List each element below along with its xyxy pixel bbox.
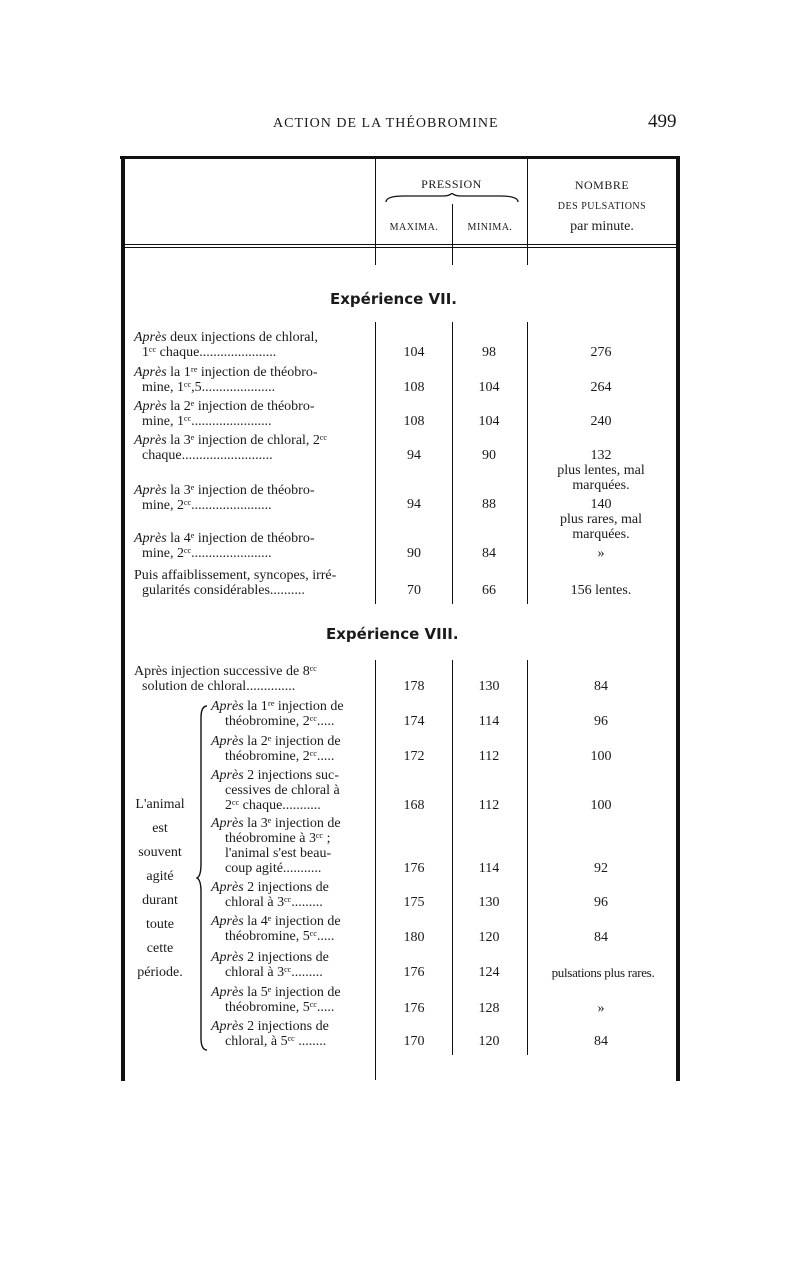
label-line: la 3ᵉ injection de chloral, 2ᶜᶜ bbox=[166, 433, 328, 448]
exp7-puls: 240 bbox=[590, 414, 612, 429]
apres-label: Après bbox=[211, 985, 244, 1000]
exp8-puls: 100 bbox=[590, 798, 612, 813]
apres-label: Après bbox=[211, 734, 244, 749]
label-line: la 4ᵉ injection de bbox=[243, 914, 341, 929]
label-line: la 3ᵉ injection de bbox=[243, 816, 341, 831]
exp8-min: 124 bbox=[478, 965, 500, 980]
exp7-max: 90 bbox=[407, 546, 421, 561]
exp7-puls: 156 lentes. bbox=[570, 583, 632, 598]
exp7-puls: 132 bbox=[590, 448, 612, 463]
exp7-max: 108 bbox=[403, 414, 425, 429]
apres-label: Après bbox=[211, 914, 244, 929]
exp8-first-label bbox=[134, 664, 374, 694]
label-line: la 1ʳᵉ injection de théobro- bbox=[166, 365, 318, 380]
exp8-row-label bbox=[211, 985, 374, 1015]
maxima-heading: MAXIMA. bbox=[389, 222, 439, 233]
side-note-line: souvent bbox=[138, 845, 182, 860]
apres-label: Après bbox=[134, 483, 167, 498]
exp8-min: 130 bbox=[478, 895, 500, 910]
apres-label: Après bbox=[134, 365, 167, 380]
label-line-2: chloral à 3ᶜᶜ......... bbox=[225, 965, 323, 980]
exp8-row-label bbox=[211, 950, 374, 980]
label-line: la 1ʳᵉ injection de bbox=[243, 699, 344, 714]
exp7-puls-note: plus rares, mal bbox=[559, 512, 643, 527]
curly-brace-icon bbox=[196, 704, 210, 1052]
exp8-row-label bbox=[211, 1019, 374, 1049]
label-line-2: théobromine, 2ᶜᶜ..... bbox=[225, 714, 335, 729]
exp7-max: 94 bbox=[407, 448, 421, 463]
col-rule-3-exp8 bbox=[527, 660, 528, 1055]
apres-label: Après bbox=[211, 699, 244, 714]
col-rule-2-exp8 bbox=[452, 660, 453, 1055]
exp8-puls: 84 bbox=[594, 930, 608, 945]
apres-label: Après bbox=[134, 433, 167, 448]
exp8-max: 176 bbox=[403, 1001, 425, 1016]
col-rule-1-header bbox=[375, 159, 376, 265]
exp7-puls-note: plus lentes, mal bbox=[557, 463, 645, 478]
exp8-row-label bbox=[211, 880, 374, 910]
label-line-2: mine, 1ᶜᶜ....................... bbox=[142, 414, 272, 429]
pression-brace-icon bbox=[384, 193, 520, 205]
exp7-min: 104 bbox=[478, 380, 500, 395]
exp7-row-label bbox=[134, 483, 374, 513]
exp7-min: 84 bbox=[482, 546, 496, 561]
col-rule-3-exp7 bbox=[527, 322, 528, 604]
apres-label: Après bbox=[211, 768, 244, 783]
exp7-puls: 276 bbox=[590, 345, 612, 360]
label-line-2: théobromine, 5ᶜᶜ..... bbox=[225, 1000, 335, 1015]
label-line-2: chloral, à 5ᶜᶜ ........ bbox=[225, 1034, 327, 1049]
exp8-min: 112 bbox=[478, 798, 500, 813]
exp8-row-label bbox=[211, 914, 374, 944]
label-line-2: solution de chloral.............. bbox=[142, 679, 296, 694]
apres-label: Après bbox=[211, 1019, 244, 1034]
label-line-2: mine, 2ᶜᶜ....................... bbox=[142, 498, 272, 513]
exp8-min: 128 bbox=[478, 1001, 500, 1016]
exp7-row-label bbox=[134, 433, 374, 463]
exp7-min: 104 bbox=[478, 414, 500, 429]
label-line: Puis affaiblissement, syncopes, irré- bbox=[134, 568, 337, 583]
label-line: deux injections de chloral, bbox=[166, 330, 318, 345]
exp7-max: 108 bbox=[403, 380, 425, 395]
label-line: 2 injections de bbox=[243, 880, 329, 895]
label-line-4: coup agité........... bbox=[225, 861, 322, 876]
exp7-min: 66 bbox=[482, 583, 496, 598]
label-line-2: théobromine, 5ᶜᶜ..... bbox=[225, 929, 335, 944]
header-bottom-rule bbox=[125, 244, 676, 245]
label-line: la 4ᵉ injection de théobro- bbox=[166, 531, 315, 546]
side-note-line: durant bbox=[142, 893, 178, 908]
exp8-row-label bbox=[211, 816, 374, 876]
label-line: 2 injections de bbox=[243, 1019, 329, 1034]
col-rule-1-exp7 bbox=[375, 322, 376, 604]
exp7-puls-note: marquées. bbox=[572, 527, 630, 542]
exp7-min: 90 bbox=[482, 448, 496, 463]
exp8-max: 170 bbox=[403, 1034, 425, 1049]
exp8-max: 176 bbox=[403, 965, 425, 980]
exp8-row-label bbox=[211, 699, 374, 729]
label-line-2: mine, 1ᶜᶜ,5..................... bbox=[142, 380, 276, 395]
side-note-line: cette bbox=[146, 941, 174, 956]
col-rule-2-header bbox=[452, 204, 453, 265]
col-rule-1-exp8 bbox=[375, 660, 376, 1080]
exp7-row-label bbox=[134, 531, 374, 561]
exp8-row-label bbox=[211, 734, 374, 764]
exp8-puls: 92 bbox=[594, 861, 608, 876]
label-line-2: 1ᶜᶜ chaque...................... bbox=[142, 345, 277, 360]
side-note-line: période. bbox=[137, 965, 183, 980]
page-number: 499 bbox=[648, 111, 677, 132]
pression-heading: PRESSION bbox=[421, 177, 482, 191]
exp7-max: 70 bbox=[407, 583, 421, 598]
exp7-max: 94 bbox=[407, 497, 421, 512]
label-line: la 3ᵉ injection de théobro- bbox=[166, 483, 315, 498]
label-line: 2 injections de bbox=[243, 950, 329, 965]
exp8-max: 178 bbox=[403, 679, 425, 694]
minima-heading: MINIMA. bbox=[467, 222, 513, 233]
exp8-min: 114 bbox=[478, 861, 500, 876]
experiment-8-title: Expérience VIII. bbox=[326, 625, 459, 643]
apres-label: Après bbox=[211, 950, 244, 965]
label-line-3: 2ᶜᶜ chaque........... bbox=[225, 798, 321, 813]
label-line-2: chaque.......................... bbox=[142, 448, 273, 463]
exp8-puls: » bbox=[597, 1001, 605, 1016]
label-line: la 2ᵉ injection de bbox=[243, 734, 341, 749]
label-line: la 2ᵉ injection de théobro- bbox=[166, 399, 315, 414]
exp8-puls: 84 bbox=[594, 679, 608, 694]
exp7-puls: » bbox=[597, 546, 605, 561]
label-line-2: théobromine à 3ᶜᶜ ; bbox=[225, 831, 331, 846]
exp8-min: 120 bbox=[478, 930, 500, 945]
label-line-2: chloral à 3ᶜᶜ......... bbox=[225, 895, 323, 910]
exp8-min: 114 bbox=[478, 714, 500, 729]
nombre-heading: NOMBRE bbox=[574, 178, 630, 192]
exp7-min: 88 bbox=[482, 497, 496, 512]
exp8-puls: 100 bbox=[590, 749, 612, 764]
side-note bbox=[120, 793, 200, 985]
apres-label: Après bbox=[134, 531, 167, 546]
col-rule-2-exp7 bbox=[452, 322, 453, 604]
exp7-max: 104 bbox=[403, 345, 425, 360]
exp7-row-label bbox=[134, 365, 374, 395]
label-line-3: l'animal s'est beau- bbox=[225, 846, 332, 861]
exp8-puls: pulsations plus rares. bbox=[551, 965, 655, 980]
apres-label: Après bbox=[134, 330, 167, 345]
des-pulsations-heading: DES PULSATIONS bbox=[557, 201, 647, 212]
exp8-max: 176 bbox=[403, 861, 425, 876]
exp8-max: 172 bbox=[403, 749, 425, 764]
label-line-2: théobromine, 2ᶜᶜ..... bbox=[225, 749, 335, 764]
apres-label: Après bbox=[211, 880, 244, 895]
apres-label: Après bbox=[211, 816, 244, 831]
apres-label: Après bbox=[134, 399, 167, 414]
header-bottom-rule-2 bbox=[125, 247, 676, 248]
exp8-puls: 84 bbox=[594, 1034, 608, 1049]
table-right-border bbox=[676, 156, 680, 1081]
label-line-2: mine, 2ᶜᶜ....................... bbox=[142, 546, 272, 561]
exp8-puls: 96 bbox=[594, 714, 608, 729]
side-note-line: agité bbox=[146, 869, 174, 884]
exp8-max: 175 bbox=[403, 895, 425, 910]
exp8-row-label bbox=[211, 768, 374, 813]
side-note-line: toute bbox=[146, 917, 174, 932]
exp8-min: 112 bbox=[478, 749, 500, 764]
exp8-min: 130 bbox=[478, 679, 500, 694]
exp8-min: 120 bbox=[478, 1034, 500, 1049]
exp7-puls: 264 bbox=[590, 380, 612, 395]
table-top-rule bbox=[120, 156, 680, 159]
exp8-max: 168 bbox=[403, 798, 425, 813]
label-line-2: gularités considérables.......... bbox=[142, 583, 305, 598]
exp8-max: 180 bbox=[403, 930, 425, 945]
side-note-line: est bbox=[152, 821, 168, 836]
exp8-max: 174 bbox=[403, 714, 425, 729]
label-line: 2 injections suc- bbox=[243, 768, 339, 783]
side-note-line: L'animal bbox=[135, 797, 185, 812]
exp7-puls-note: marquées. bbox=[572, 478, 630, 493]
exp7-min: 98 bbox=[482, 345, 496, 360]
exp7-row-label bbox=[134, 399, 374, 429]
exp7-row-label bbox=[134, 568, 374, 598]
running-head: ACTION DE LA THÉOBROMINE bbox=[273, 116, 499, 131]
exp7-puls: 140 bbox=[590, 497, 612, 512]
exp7-row-label bbox=[134, 330, 374, 360]
col-rule-3-header bbox=[527, 159, 528, 265]
label-line: la 5ᵉ injection de bbox=[243, 985, 341, 1000]
experiment-7-title: Expérience VII. bbox=[330, 290, 457, 308]
label-line: Après injection successive de 8ᶜᶜ bbox=[134, 664, 317, 679]
exp8-puls: 96 bbox=[594, 895, 608, 910]
label-line-2: cessives de chloral à bbox=[225, 783, 340, 798]
par-minute-heading: par minute. bbox=[570, 219, 634, 234]
